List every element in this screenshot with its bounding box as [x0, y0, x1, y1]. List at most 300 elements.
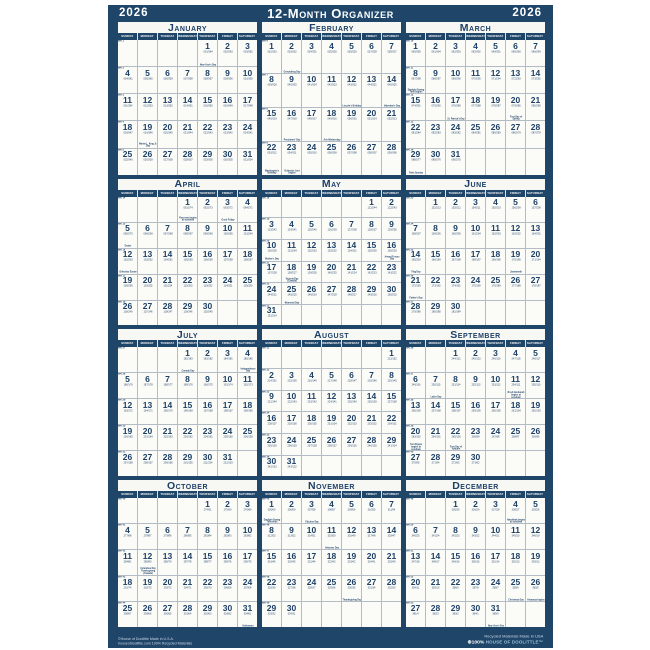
month-october [118, 480, 257, 627]
date-number: 18 [286, 262, 297, 273]
day-header-tuesday [302, 190, 322, 197]
julian-date: 146/219 [307, 293, 317, 296]
date-cell [466, 373, 486, 398]
date-number: 14 [162, 249, 173, 260]
day-header-label: THURSDAY [199, 35, 216, 38]
holiday-label: Groundhog Day [283, 70, 300, 73]
julian-date: 279/86 [163, 534, 172, 537]
week-row [118, 94, 257, 121]
date-number: 29 [182, 451, 193, 462]
day-header-label: SUNDAY [409, 191, 422, 195]
date-number: 17 [222, 249, 233, 260]
julian-date: 109/256 [123, 284, 133, 288]
holiday-label: Kwanzaa begins [526, 598, 545, 602]
julian-date: 047/318 [287, 117, 297, 121]
date-cell [406, 425, 426, 450]
julian-date: 229/136 [287, 422, 297, 426]
date-number: 2 [433, 40, 438, 51]
date-cell [178, 94, 198, 120]
date-cell [382, 218, 401, 239]
date-number: 25 [122, 149, 133, 160]
date-number: 20 [142, 425, 153, 436]
date-number: 29 [266, 602, 277, 613]
week-row [406, 576, 545, 602]
month-title-label: July [176, 329, 199, 341]
brand-logo [467, 639, 543, 646]
date-cell [322, 262, 342, 283]
date-cell [138, 94, 158, 120]
date-number: 1 [185, 197, 190, 208]
julian-date: 308/57 [327, 508, 336, 511]
date-number: 18 [306, 412, 317, 423]
date-number: 1 [369, 197, 374, 208]
date-cell [362, 550, 382, 575]
julian-date: 287/78 [183, 560, 192, 563]
julian-date: 220/145 [387, 379, 397, 382]
date-cell [138, 373, 158, 398]
month-june [406, 179, 545, 326]
week-row [262, 197, 401, 219]
day-header-tuesday [302, 33, 322, 40]
holiday-label: Canada Day [181, 369, 194, 373]
day-header-label: THURSDAY [487, 342, 504, 346]
date-cell [158, 347, 178, 372]
date-cell [118, 94, 138, 120]
date-cell [158, 399, 178, 424]
date-cell [218, 373, 238, 398]
day-header-sunday [262, 33, 282, 40]
week-number-label: Wk 1 [118, 40, 124, 43]
date-cell [362, 456, 382, 477]
date-cell [118, 550, 138, 575]
date-cell [526, 301, 545, 326]
date-number: 14 [346, 240, 357, 251]
week-row [118, 249, 257, 275]
date-number: 19 [530, 550, 541, 561]
week-number-label: Wk 21 [262, 261, 270, 265]
date-number: 12 [346, 74, 357, 85]
date-number: 15 [450, 550, 461, 561]
date-cell [342, 197, 362, 218]
week-row [406, 67, 545, 94]
date-number: 26 [530, 576, 541, 587]
date-number: 2 [473, 347, 478, 358]
date-number: 15 [202, 550, 213, 561]
julian-date: 245/120 [471, 357, 481, 361]
date-number: 24 [490, 425, 501, 436]
week-row [118, 451, 257, 476]
holiday-label: Ash Wednesday [322, 138, 341, 141]
date-cell [506, 40, 526, 66]
date-number: 14 [430, 399, 441, 410]
week-number-label: Wk 52 [406, 576, 414, 579]
date-number: 19 [510, 249, 521, 260]
julian-date: 292/73 [143, 586, 152, 589]
julian-date: 199/166 [243, 409, 253, 413]
date-number: 29 [450, 602, 461, 613]
week-number-label: Wk 41 [118, 524, 126, 527]
date-number: 26 [346, 142, 357, 153]
date-number: 2 [289, 498, 294, 509]
julian-date: 164/201 [531, 232, 541, 236]
date-cell [446, 40, 466, 66]
julian-date: 259/106 [471, 409, 481, 413]
date-number: 8 [389, 369, 394, 380]
date-cell [262, 262, 282, 283]
julian-date: 293/72 [163, 586, 172, 589]
day-header-label: THURSDAY [487, 35, 504, 38]
julian-date: 183/182 [203, 357, 213, 361]
day-header-label: TUESDAY [160, 191, 175, 195]
week-number-label: Wk 6 [262, 40, 268, 43]
day-header-label: WEDNESDAY [466, 342, 486, 346]
date-number: 25 [470, 121, 481, 132]
date-number: 5 [513, 197, 518, 208]
julian-date: 038/327 [387, 50, 397, 53]
date-cell [118, 67, 138, 93]
date-number: 26 [306, 283, 317, 294]
week-number-label: Wk 2 [118, 67, 124, 70]
date-number: 8 [205, 524, 210, 535]
date-cell [158, 498, 178, 523]
date-number: 27 [366, 142, 377, 153]
date-cell [158, 451, 178, 476]
holiday-label: Halloween [242, 624, 253, 628]
julian-date: 346/19 [531, 534, 540, 537]
julian-date: 325/40 [387, 560, 396, 563]
julian-date: 281/84 [203, 534, 212, 537]
day-header-wednesday [322, 340, 342, 347]
month-title [118, 22, 257, 33]
date-number: 8 [185, 223, 190, 234]
date-cell [382, 240, 401, 261]
julian-date: 132/233 [307, 250, 317, 253]
day-header-label: WEDNESDAY [178, 493, 198, 497]
date-cell [526, 249, 545, 274]
week-row [262, 524, 401, 550]
date-cell [238, 576, 257, 601]
week-number-label: Wk 32 [262, 369, 270, 372]
julian-date: 241/124 [387, 444, 397, 447]
date-number: 19 [346, 108, 357, 119]
date-cell [302, 550, 322, 575]
day-header-monday [282, 340, 302, 347]
julian-date: 358/7 [492, 586, 499, 589]
julian-date: 051/314 [367, 117, 377, 121]
month-title-label: August [313, 329, 350, 341]
date-cell [302, 197, 322, 218]
julian-date: 324/41 [367, 560, 376, 563]
date-cell [342, 218, 362, 239]
week-number-label: Wk 8 [262, 107, 268, 111]
date-number: 26 [346, 576, 357, 587]
date-cell [262, 524, 282, 549]
date-cell [342, 240, 362, 261]
day-header-saturday [382, 491, 401, 498]
date-number: 12 [306, 240, 317, 251]
date-number: 5 [125, 373, 130, 384]
date-cell [238, 301, 257, 326]
date-cell [506, 425, 526, 450]
day-header-label: TUESDAY [448, 493, 463, 497]
day-header-label: MONDAY [285, 191, 298, 195]
julian-date: 033/332 [287, 50, 297, 53]
week-row [118, 40, 257, 67]
date-cell [218, 550, 238, 575]
week-row [118, 121, 257, 148]
julian-date: 266/99 [471, 435, 480, 438]
date-number: 24 [242, 121, 253, 132]
julian-date: 016/349 [223, 104, 233, 107]
week-row [262, 262, 401, 284]
date-number: 11 [243, 373, 252, 384]
date-number: 30 [222, 149, 233, 160]
date-number: 14 [430, 550, 441, 561]
julian-date: 336/29 [471, 508, 480, 511]
month-september [406, 329, 545, 476]
date-cell [486, 67, 506, 93]
date-cell [282, 412, 302, 433]
week-row [406, 249, 545, 275]
date-cell [406, 40, 426, 66]
date-number: 2 [205, 197, 210, 208]
week-row [406, 223, 545, 249]
date-number: 22 [266, 576, 277, 587]
date-cell [486, 550, 506, 575]
date-cell [138, 301, 158, 326]
date-cell [466, 451, 486, 476]
date-number: 23 [266, 434, 277, 445]
date-number: 22 [182, 275, 193, 286]
date-number: 16 [202, 399, 213, 410]
date-cell [362, 347, 382, 368]
date-number: 28 [162, 301, 173, 312]
date-cell [506, 223, 526, 248]
day-header-friday [362, 33, 382, 40]
date-cell [362, 524, 382, 549]
julian-date: 010/355 [243, 77, 253, 80]
date-cell [362, 498, 382, 523]
julian-date: 176/189 [491, 284, 501, 288]
week-row [262, 347, 401, 369]
date-number: 2 [473, 498, 478, 509]
week-number-label: Wk 14 [406, 148, 414, 152]
date-number: 13 [162, 550, 173, 561]
julian-date: 289/76 [223, 560, 232, 563]
day-header-label: TUESDAY [304, 191, 319, 195]
julian-date: 160/205 [451, 232, 461, 236]
day-header-label: SATURDAY [239, 493, 256, 497]
julian-date: 076/289 [451, 104, 461, 107]
date-cell [322, 40, 342, 73]
month-title-label: December [452, 480, 499, 492]
date-number: 2 [389, 197, 394, 208]
date-cell [446, 275, 466, 300]
julian-date: 201/164 [143, 435, 153, 438]
date-cell [342, 283, 362, 304]
date-cell [406, 602, 426, 627]
julian-date: 123/242 [267, 228, 277, 231]
date-number: 9 [205, 223, 210, 234]
julian-date: 290/75 [243, 560, 252, 563]
julian-date: 138/227 [287, 271, 297, 275]
date-number: 31 [286, 456, 297, 467]
date-number: 19 [530, 399, 541, 410]
date-cell [466, 121, 486, 147]
julian-date: 239/126 [347, 444, 357, 447]
date-number: 7 [165, 373, 170, 384]
date-number: 9 [205, 373, 210, 384]
date-cell [322, 434, 342, 455]
date-number: 17 [266, 262, 277, 273]
date-number: 19 [346, 550, 357, 561]
date-number: 18 [326, 550, 337, 561]
julian-date: 260/105 [491, 409, 501, 413]
month-january [118, 22, 257, 175]
julian-date: 333/32 [267, 612, 276, 615]
date-number: 24 [490, 576, 501, 587]
day-header-sunday [118, 491, 138, 498]
date-cell [466, 425, 486, 450]
week-row [118, 373, 257, 399]
date-cell [506, 399, 526, 424]
week-row [262, 434, 401, 456]
julian-date: 305/60 [267, 508, 276, 511]
day-of-week-header [262, 33, 401, 40]
julian-date: 075/290 [431, 104, 441, 107]
day-header-sunday [406, 491, 426, 498]
julian-date: 303/62 [223, 612, 232, 615]
julian-date: 203/162 [183, 435, 193, 438]
date-number: 31 [222, 451, 233, 462]
date-cell [362, 197, 382, 218]
day-header-label: FRIDAY [366, 493, 377, 497]
date-cell [382, 434, 401, 455]
week-number-label: Wk 25 [406, 248, 414, 252]
date-cell [118, 223, 138, 248]
julian-date: 348/17 [431, 560, 440, 563]
julian-date: 066/299 [531, 50, 541, 53]
day-header-tuesday [158, 190, 178, 197]
date-cell [158, 149, 178, 175]
date-cell [218, 602, 238, 627]
date-cell [238, 223, 257, 248]
date-cell [302, 283, 322, 304]
date-cell [158, 373, 178, 398]
week-number-label: Wk 35 [262, 434, 270, 437]
date-number: 13 [346, 391, 357, 402]
julian-date: 060/305 [411, 50, 421, 53]
date-cell [466, 275, 486, 300]
week-number-label: Wk 12 [406, 94, 414, 97]
julian-date: 198/167 [223, 409, 233, 413]
month-weeks [406, 40, 545, 175]
day-header-wednesday [178, 190, 198, 197]
julian-date: 144/221 [267, 293, 277, 296]
date-number: 4 [493, 197, 498, 208]
holiday-label: Orthodox Lent begins [283, 169, 300, 175]
julian-date: 319/46 [267, 560, 276, 563]
day-of-week-header [118, 33, 257, 40]
week-row [406, 275, 545, 301]
date-number: 9 [225, 67, 230, 78]
julian-date: 129/236 [387, 228, 397, 231]
date-cell [218, 451, 238, 476]
julian-date: 027/338 [163, 158, 173, 162]
day-header-label: SATURDAY [527, 493, 544, 497]
date-cell [138, 451, 158, 476]
date-cell [446, 602, 466, 627]
julian-date: 120/245 [203, 310, 213, 314]
date-cell [178, 425, 198, 450]
date-number: 15 [410, 94, 421, 105]
date-cell [198, 94, 218, 120]
date-cell [282, 218, 302, 239]
date-cell [342, 550, 362, 575]
date-cell [382, 108, 401, 141]
date-cell [342, 456, 362, 477]
date-cell [218, 40, 238, 66]
month-weeks [262, 197, 401, 326]
day-header-tuesday [446, 190, 466, 197]
brand-name: HOUSE OF DOOLITTLE™ [484, 640, 543, 645]
day-header-label: SATURDAY [527, 191, 544, 195]
julian-date: 273/92 [471, 461, 480, 464]
day-header-label: WEDNESDAY [322, 191, 342, 195]
day-of-week-header [406, 33, 545, 40]
date-cell [218, 149, 238, 175]
julian-date: 338/27 [511, 508, 520, 511]
holiday-label: Victoria Day (Canada) [285, 277, 298, 283]
day-header-label: MONDAY [429, 191, 442, 195]
date-cell [406, 347, 426, 372]
date-number: 11 [511, 373, 520, 384]
date-number: 7 [433, 373, 438, 384]
date-cell [486, 451, 506, 476]
julian-date: 018/347 [123, 131, 133, 135]
date-cell [282, 240, 302, 261]
julian-date: 108/257 [243, 258, 253, 262]
date-number: 2 [269, 369, 274, 380]
date-cell [342, 40, 362, 73]
date-number: 12 [510, 223, 521, 234]
date-cell [382, 283, 401, 304]
date-number: 14 [182, 94, 193, 105]
day-header-sunday [118, 190, 138, 197]
date-number: 23 [450, 275, 461, 286]
day-header-thursday [198, 33, 218, 40]
julian-date: 288/77 [203, 560, 212, 563]
julian-date: 209/156 [163, 461, 173, 464]
date-cell [262, 412, 282, 433]
date-number: 19 [490, 94, 501, 105]
date-number: 20 [326, 262, 337, 273]
date-number: 1 [205, 498, 210, 509]
date-number: 23 [202, 425, 213, 436]
date-number: 7 [165, 223, 170, 234]
date-number: 3 [493, 347, 498, 358]
month-title [406, 329, 545, 340]
week-row [262, 576, 401, 602]
date-number: 16 [222, 550, 233, 561]
day-of-week-header [262, 340, 401, 347]
date-number: 16 [286, 108, 297, 119]
date-number: 4 [309, 369, 314, 380]
day-header-label: SATURDAY [239, 35, 256, 38]
julian-date: 253/112 [491, 383, 501, 387]
month-title-label: October [166, 480, 209, 492]
date-cell [118, 399, 138, 424]
